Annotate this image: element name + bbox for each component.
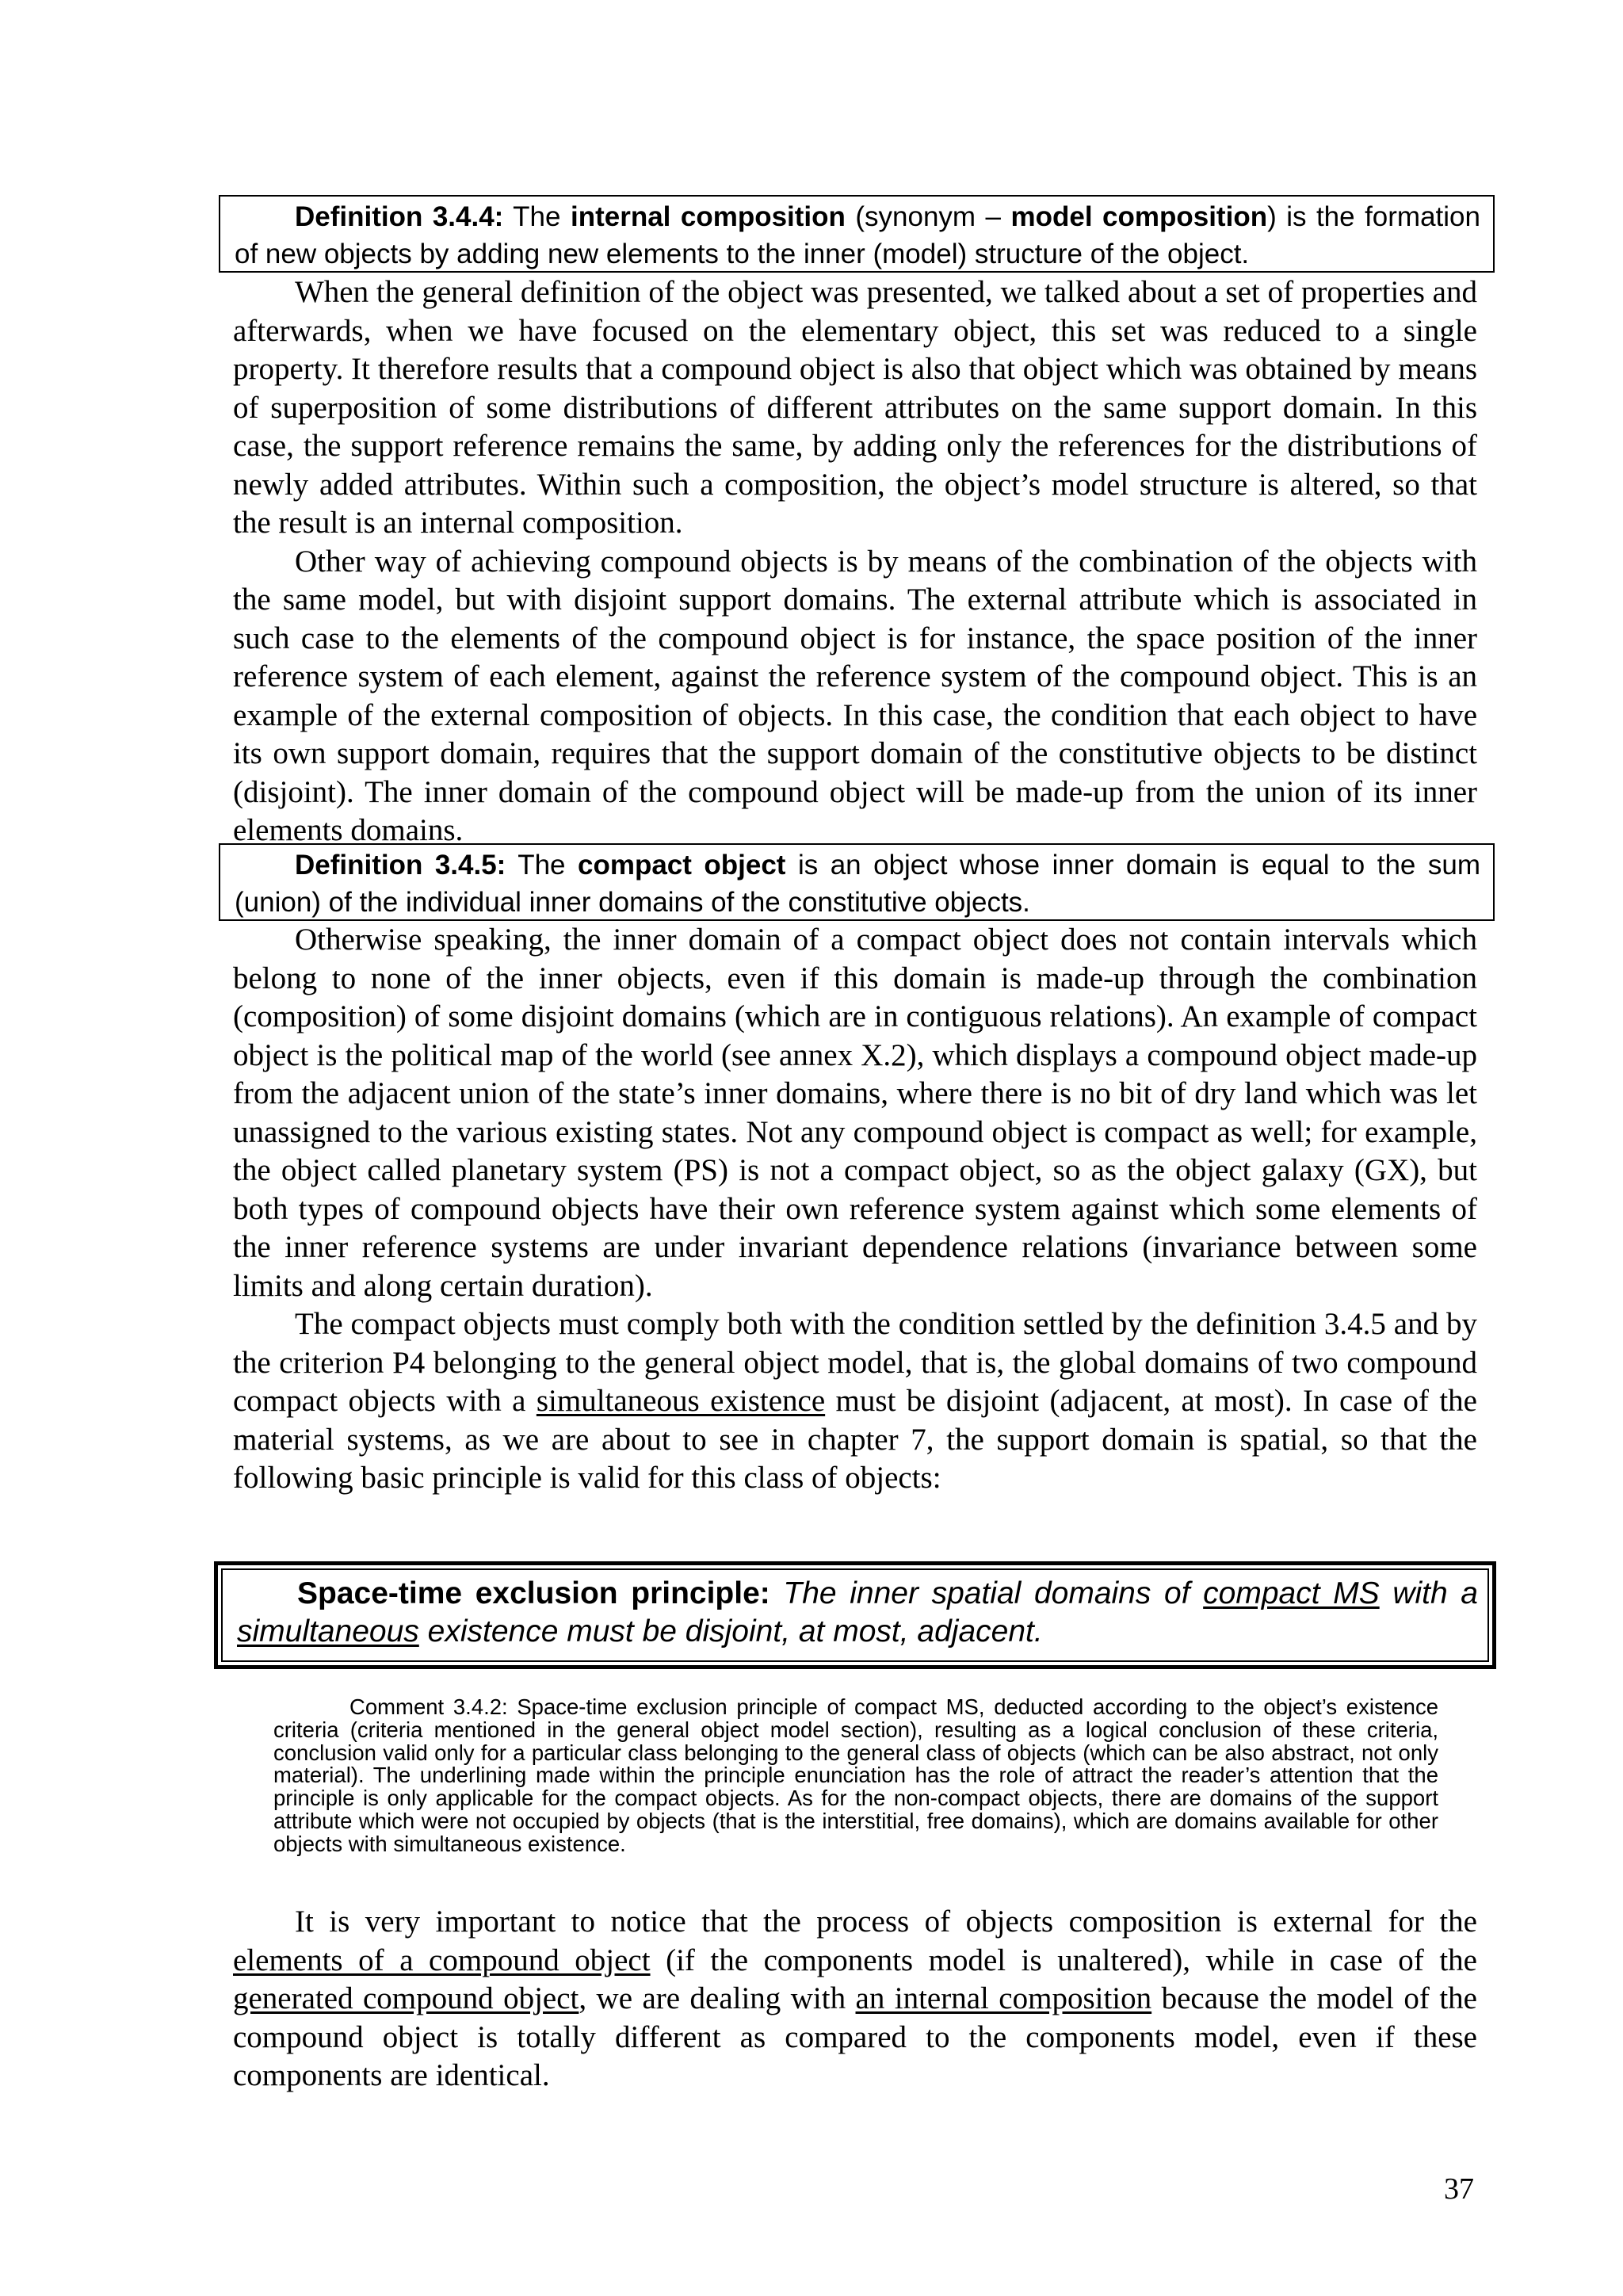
body-text-block-3 xyxy=(233,1903,1477,2095)
paragraph-2: Other way of achieving compound objects is by means of the combination of the objects with the same model, but with disjoint support domains. The external attribute which is associated in such case to the elements of the compound object is for instance, the space position of the inner reference system of each element, against the reference system of the compound object. This is an example of the external composition of objects. In this case, the condition that each object to have its own support domain, requires that the support domain of the constitutive objects to be distinct (disjoint). The inner domain of the compound object will be made-up from the union of its inner elements domains. xyxy=(233,544,1477,847)
defined-term: internal composition xyxy=(570,201,846,232)
underlined-phrase: simultaneous existence xyxy=(536,1384,826,1418)
principle-label: Space-time exclusion principle: xyxy=(297,1576,770,1610)
principle-box-inner: Space-time exclusion principle: The inner spatial domains of compact MS with a simultaneous existence must be disjoint, at most, adjacent. xyxy=(221,1568,1489,1662)
underlined-phrase: compact MS xyxy=(1203,1576,1380,1610)
underlined-phrase: generated compound object xyxy=(233,1981,579,2015)
definition-label: Definition 3.4.5: xyxy=(295,850,506,881)
underlined-phrase: simultaneous xyxy=(237,1614,419,1648)
body-text-block-1 xyxy=(233,273,1477,850)
comment-3-4-2: Comment 3.4.2: Space-time exclusion principle of compact MS, deducted according to the object’s existence criteria (criteria mentioned in the general object model section), resulting as a logical conclusion of these criteria, conclusion valid only for a particular class belonging to the general class of objects (which can be also abstract, not only material). The underlining made within the principle enunciation has the role of attract the reader’s attention that the principle is only applicable for the compact objects. As for the non-compact objects, there are domains of the support attribute which were not occupied by objects (that is the interstitial, free domains), which are domains available for other objects with simultaneous existence. xyxy=(273,1694,1438,1856)
page-number: 37 xyxy=(1444,2172,1474,2206)
defined-term: compact object xyxy=(577,850,786,881)
definition-3-4-4-box: Definition 3.4.4: The internal composition (synonym – model composition) is the formation of new objects by adding new elements to the inner (model) structure of the object. xyxy=(219,195,1495,273)
paragraph-3: Otherwise speaking, the inner domain of a compact object does not contain intervals which belong to none of the inner objects, even if this domain is made-up through the combination (composition) of some disjoint domains (which are in contiguous relations). An example of compact object is the political map of the world (see annex X.2), which displays a compound object made-up from the adjacent union of the state’s inner domains, where there is no bit of dry land which was let unassigned to the various existing states. Not any compound object is compact as well; for example, the object called planetary system (PS) is not a compact object, so as the object galaxy (GX), but both types of compound objects have their own reference system against which some elements of the inner reference systems are under invariant dependence relations (invariance between some limits and along certain duration). xyxy=(233,923,1477,1303)
principle-box xyxy=(214,1561,1496,1669)
paragraph-4: The compact objects must comply both with the condition settled by the definition 3.4.5 and by the criterion P4 belonging to the general object model, that is, the global domains of two compound compact objects with a simultaneous existence must be disjoint (adjacent, at most). In case of the material systems, as we are about to see in chapter 7, the support domain is spatial, so that the following basic principle is valid for this class of objects: xyxy=(233,1307,1477,1495)
defined-term-synonym: model composition xyxy=(1010,201,1268,232)
definition-label: Definition 3.4.4: xyxy=(295,201,504,232)
body-text-block-2 xyxy=(233,921,1477,1498)
underlined-phrase: an internal composition xyxy=(855,1981,1152,2015)
paragraph-1: When the general definition of the object was presented, we talked about a set of properties and afterwards, when we have focused on the elementary object, this set was reduced to a single property. It therefore results that a compound object is also that object which was obtained by means of superposition of some distributions of different attributes on the same support domain. In this case, the support reference remains the same, by adding only the references for the distributions of newly added attributes. Within such a composition, the object’s model structure is altered, so that the result is an internal composition. xyxy=(233,275,1477,540)
paragraph-5: It is very important to notice that the process of objects composition is external for the elements of a compound object (if the components model is unaltered), while in case of the generated compound object, we are dealing with an internal composition because the model of the compound object is totally different as compared to the components model, even if these components are identical. xyxy=(233,1904,1477,2092)
underlined-phrase: elements of a compound object xyxy=(233,1943,651,1977)
definition-3-4-5-box: Definition 3.4.5: The compact object is an object whose inner domain is equal to the sum (union) of the individual inner domains of the constitutive objects. xyxy=(219,843,1495,921)
